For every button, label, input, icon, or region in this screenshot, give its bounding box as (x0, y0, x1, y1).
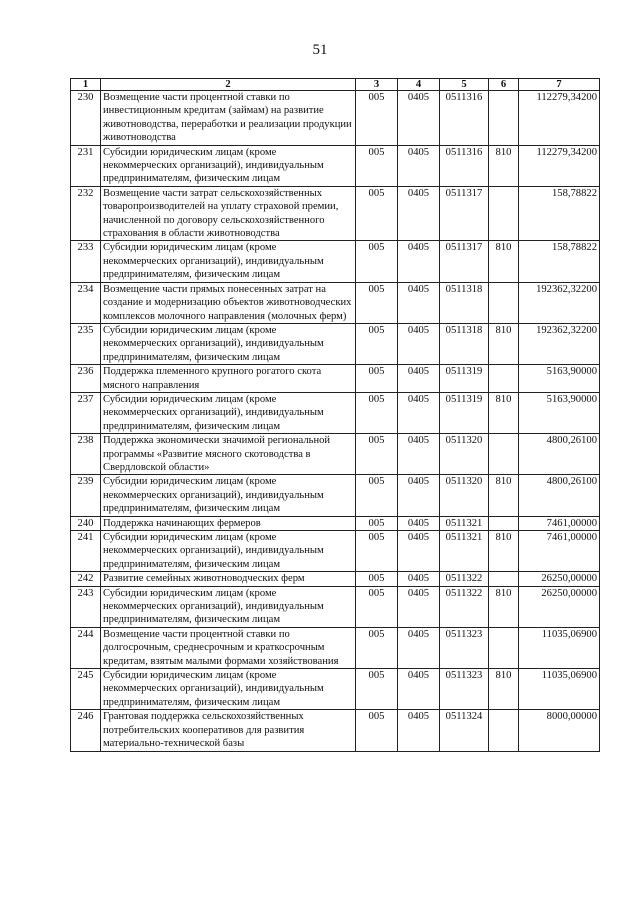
row-description: Субсидии юридическим лицам (кроме некоммерческих организаций), индивидуальным предпринимателям, физическим лицам (101, 323, 356, 364)
ministry-code: 005 (356, 282, 398, 323)
amount-value: 4800,26100 (519, 434, 600, 475)
target-article-code: 0511320 (440, 434, 489, 475)
row-description: Поддержка экономически значимой региональной программы «Развитие мясного скотоводства в Свердловской области» (101, 434, 356, 475)
table-row (71, 241, 600, 282)
section-code: 0405 (398, 365, 440, 393)
expense-type-code: 810 (489, 669, 519, 710)
target-article-code: 0511319 (440, 392, 489, 433)
ministry-code: 005 (356, 365, 398, 393)
section-code: 0405 (398, 91, 440, 146)
target-article-code: 0511317 (440, 186, 489, 241)
row-number: 244 (71, 627, 101, 668)
row-number: 232 (71, 186, 101, 241)
column-header: 5 (440, 79, 489, 91)
section-code: 0405 (398, 282, 440, 323)
expense-type-code (489, 516, 519, 530)
expense-type-code (489, 91, 519, 146)
row-number: 233 (71, 241, 101, 282)
amount-value: 158,78822 (519, 186, 600, 241)
row-description: Возмещение части процентной ставки по долгосрочным, среднесрочным и краткосрочным кредитам, взятым малыми формами хозяйствования (101, 627, 356, 668)
ministry-code: 005 (356, 531, 398, 572)
column-header: 6 (489, 79, 519, 91)
row-number: 237 (71, 392, 101, 433)
expense-type-code (489, 365, 519, 393)
expense-type-code (489, 627, 519, 668)
ministry-code: 005 (356, 392, 398, 433)
table-row (71, 434, 600, 475)
row-description: Субсидии юридическим лицам (кроме некоммерческих организаций), индивидуальным предпринимателям, физическим лицам (101, 475, 356, 516)
target-article-code: 0511323 (440, 627, 489, 668)
target-article-code: 0511317 (440, 241, 489, 282)
row-description: Субсидии юридическим лицам (кроме некоммерческих организаций), индивидуальным предпринимателям, физическим лицам (101, 241, 356, 282)
ministry-code: 005 (356, 475, 398, 516)
target-article-code: 0511322 (440, 572, 489, 586)
section-code: 0405 (398, 710, 440, 751)
expense-type-code (489, 434, 519, 475)
section-code: 0405 (398, 669, 440, 710)
ministry-code: 005 (356, 186, 398, 241)
row-number: 241 (71, 531, 101, 572)
expense-type-code: 810 (489, 475, 519, 516)
target-article-code: 0511319 (440, 365, 489, 393)
target-article-code: 0511321 (440, 516, 489, 530)
page-number: 51 (312, 42, 328, 58)
section-code: 0405 (398, 434, 440, 475)
expense-type-code: 810 (489, 145, 519, 186)
amount-value: 5163,90000 (519, 365, 600, 393)
row-number: 231 (71, 145, 101, 186)
table-row (71, 145, 600, 186)
ministry-code: 005 (356, 241, 398, 282)
table-body (71, 91, 600, 752)
row-number: 238 (71, 434, 101, 475)
row-number: 246 (71, 710, 101, 751)
table-row (71, 586, 600, 627)
row-description: Субсидии юридическим лицам (кроме некоммерческих организаций), индивидуальным предпринимателям, физическим лицам (101, 531, 356, 572)
table-row (71, 669, 600, 710)
amount-value: 11035,06900 (519, 627, 600, 668)
amount-value: 192362,32200 (519, 323, 600, 364)
column-header: 7 (519, 79, 600, 91)
amount-value: 26250,00000 (519, 572, 600, 586)
expense-type-code: 810 (489, 323, 519, 364)
table-row (71, 365, 600, 393)
amount-value: 158,78822 (519, 241, 600, 282)
section-code: 0405 (398, 323, 440, 364)
target-article-code: 0511316 (440, 145, 489, 186)
column-header: 3 (356, 79, 398, 91)
target-article-code: 0511324 (440, 710, 489, 751)
ministry-code: 005 (356, 710, 398, 751)
amount-value: 8000,00000 (519, 710, 600, 751)
column-header: 1 (71, 79, 101, 91)
ministry-code: 005 (356, 145, 398, 186)
table-row (71, 627, 600, 668)
expense-type-code (489, 572, 519, 586)
amount-value: 26250,00000 (519, 586, 600, 627)
row-description: Развитие семейных животноводческих ферм (101, 572, 356, 586)
row-description: Субсидии юридическим лицам (кроме некоммерческих организаций), индивидуальным предпринимателям, физическим лицам (101, 669, 356, 710)
table-row (71, 710, 600, 751)
ministry-code: 005 (356, 627, 398, 668)
target-article-code: 0511318 (440, 282, 489, 323)
row-description: Субсидии юридическим лицам (кроме некоммерческих организаций), индивидуальным предпринимателям, физическим лицам (101, 145, 356, 186)
expense-type-code: 810 (489, 241, 519, 282)
table-row (71, 531, 600, 572)
expense-type-code: 810 (489, 586, 519, 627)
row-description: Поддержка начинающих фермеров (101, 516, 356, 530)
table-row (71, 475, 600, 516)
section-code: 0405 (398, 186, 440, 241)
row-number: 234 (71, 282, 101, 323)
section-code: 0405 (398, 627, 440, 668)
amount-value: 4800,26100 (519, 475, 600, 516)
row-number: 235 (71, 323, 101, 364)
section-code: 0405 (398, 392, 440, 433)
row-number: 236 (71, 365, 101, 393)
row-number: 245 (71, 669, 101, 710)
section-code: 0405 (398, 586, 440, 627)
row-number: 230 (71, 91, 101, 146)
amount-value: 112279,34200 (519, 91, 600, 146)
expense-type-code (489, 282, 519, 323)
row-description: Возмещение части затрат сельскохозяйственных товаропроизводителей на уплату страховой премии, начисленной по договору сельскохозяйственного страхования в области животноводства (101, 186, 356, 241)
expense-type-code: 810 (489, 392, 519, 433)
ministry-code: 005 (356, 516, 398, 530)
ministry-code: 005 (356, 323, 398, 364)
expense-type-code (489, 710, 519, 751)
row-number: 243 (71, 586, 101, 627)
section-code: 0405 (398, 145, 440, 186)
row-description: Субсидии юридическим лицам (кроме некоммерческих организаций), индивидуальным предпринимателям, физическим лицам (101, 586, 356, 627)
target-article-code: 0511320 (440, 475, 489, 516)
section-code: 0405 (398, 531, 440, 572)
ministry-code: 005 (356, 91, 398, 146)
row-number: 240 (71, 516, 101, 530)
table-row (71, 91, 600, 146)
table-row (71, 392, 600, 433)
amount-value: 7461,00000 (519, 531, 600, 572)
amount-value: 11035,06900 (519, 669, 600, 710)
budget-table (70, 78, 600, 752)
column-header: 4 (398, 79, 440, 91)
row-description: Возмещение части прямых понесенных затрат на создание и модернизацию объектов животноводческих комплексов молочного направления (молочных ферм) (101, 282, 356, 323)
section-code: 0405 (398, 516, 440, 530)
row-description: Субсидии юридическим лицам (кроме некоммерческих организаций), индивидуальным предпринимателям, физическим лицам (101, 392, 356, 433)
ministry-code: 005 (356, 434, 398, 475)
table-row (71, 323, 600, 364)
target-article-code: 0511322 (440, 586, 489, 627)
table-row (71, 516, 600, 530)
target-article-code: 0511316 (440, 91, 489, 146)
table-row (71, 282, 600, 323)
table-row (71, 186, 600, 241)
row-number: 239 (71, 475, 101, 516)
amount-value: 192362,32200 (519, 282, 600, 323)
amount-value: 112279,34200 (519, 145, 600, 186)
target-article-code: 0511323 (440, 669, 489, 710)
expense-type-code: 810 (489, 531, 519, 572)
expense-type-code (489, 186, 519, 241)
target-article-code: 0511321 (440, 531, 489, 572)
section-code: 0405 (398, 572, 440, 586)
ministry-code: 005 (356, 586, 398, 627)
ministry-code: 005 (356, 669, 398, 710)
ministry-code: 005 (356, 572, 398, 586)
row-description: Поддержка племенного крупного рогатого скота мясного направления (101, 365, 356, 393)
row-description: Грантовая поддержка сельскохозяйственных потребительских кооперативов для развития материально-технической базы (101, 710, 356, 751)
target-article-code: 0511318 (440, 323, 489, 364)
column-header: 2 (101, 79, 356, 91)
amount-value: 5163,90000 (519, 392, 600, 433)
amount-value: 7461,00000 (519, 516, 600, 530)
row-number: 242 (71, 572, 101, 586)
section-code: 0405 (398, 241, 440, 282)
section-code: 0405 (398, 475, 440, 516)
row-description: Возмещение части процентной ставки по инвестиционным кредитам (займам) на развитие животноводства, переработки и реализации продукции животноводства (101, 91, 356, 146)
table-row (71, 572, 600, 586)
table-header-row (71, 79, 600, 91)
